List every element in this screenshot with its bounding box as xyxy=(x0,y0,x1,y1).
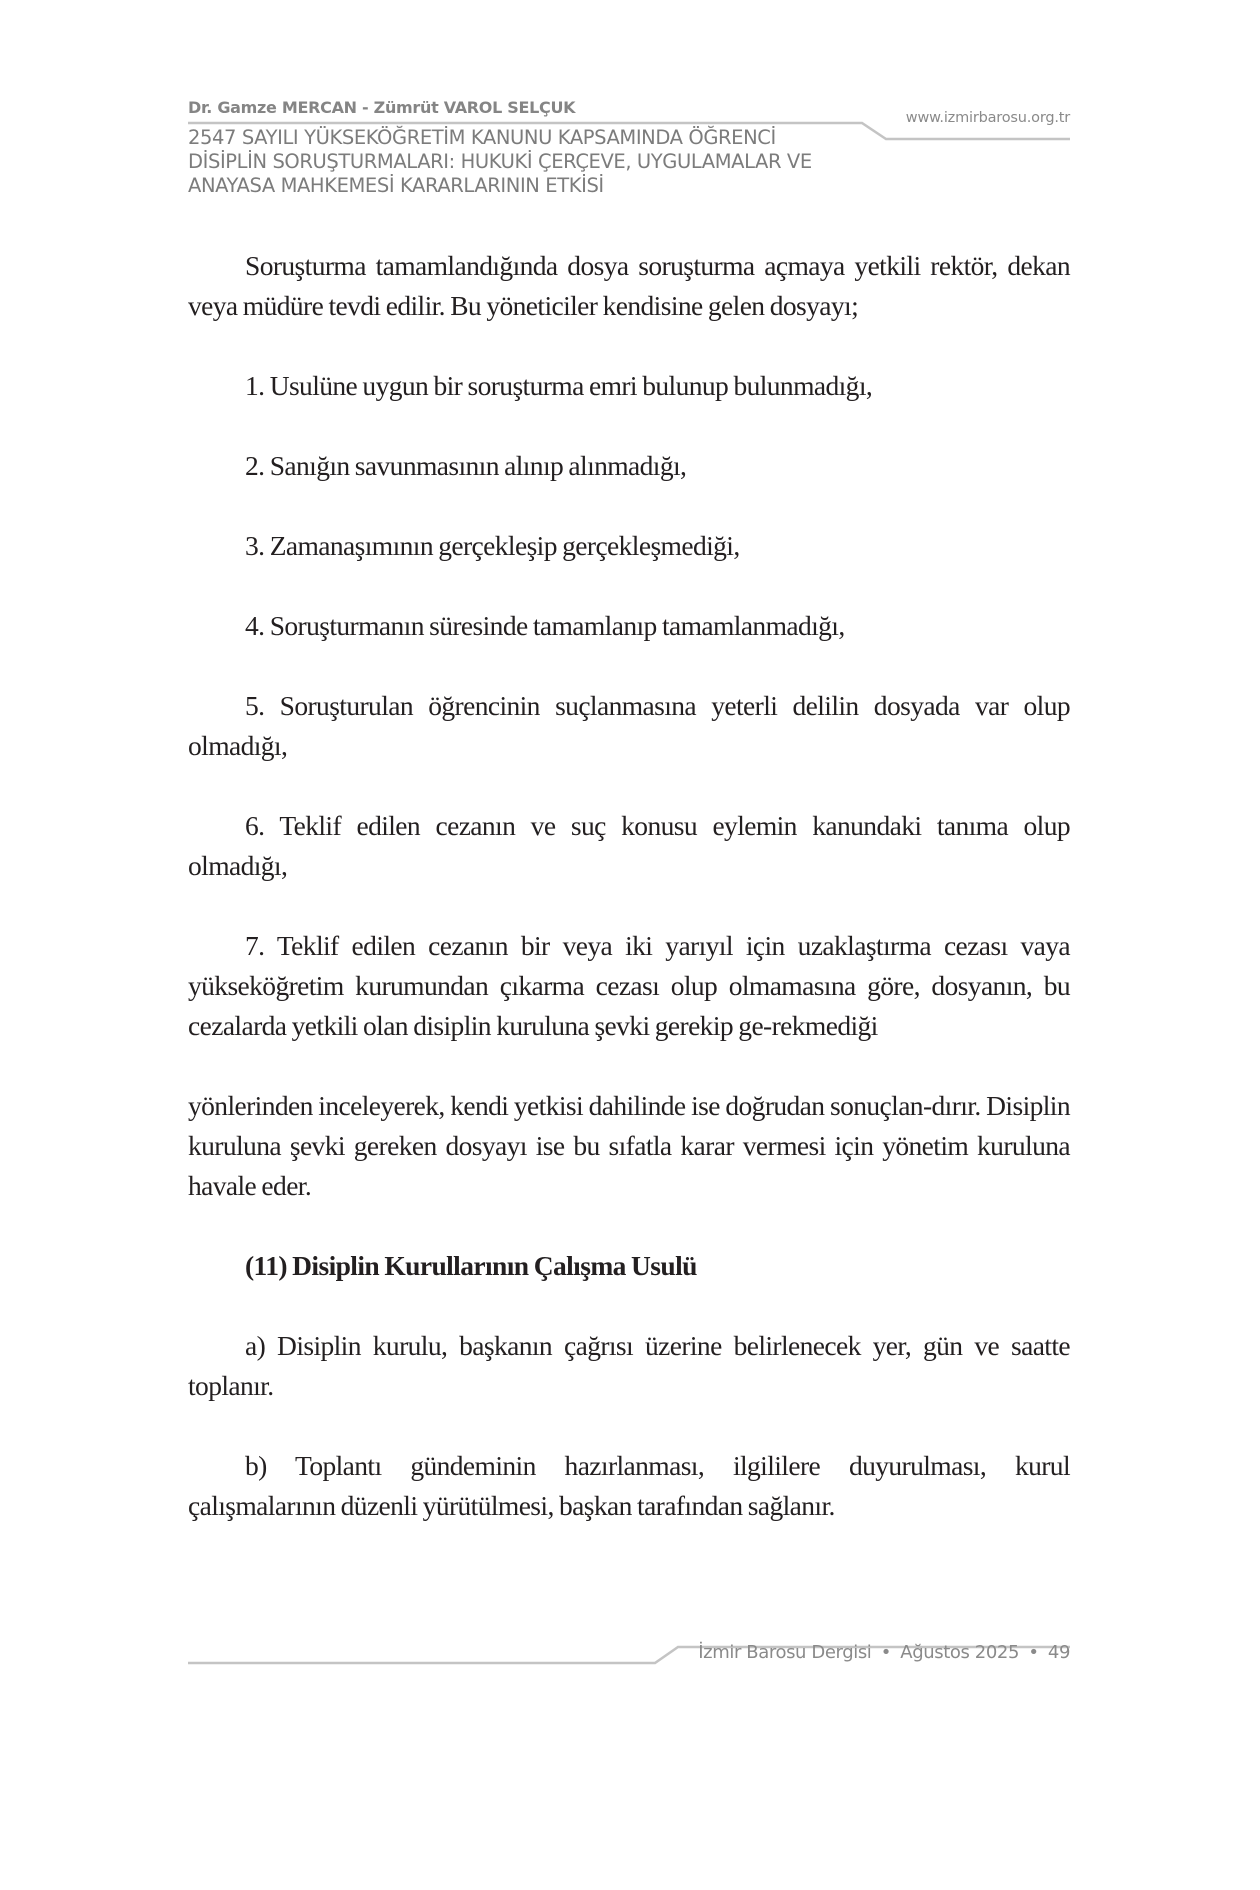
section-heading: (11) Disiplin Kurullarının Çalışma Usulü xyxy=(245,1250,697,1281)
bullet-separator: • xyxy=(1028,1642,1039,1663)
section-paragraph: b) Toplantı gündeminin hazırlanması, ilgililere duyurulması, kurul çalışmalarının düzenli yürütülmesi, başkan tarafından sağlanır. xyxy=(188,1450,1070,1521)
footer-issue: Ağustos 2025 xyxy=(900,1642,1020,1663)
list-item: 1. Usulüne uygun bir soruşturma emri bulunup bulunmadığı, xyxy=(245,370,873,401)
page-number: 49 xyxy=(1047,1642,1070,1663)
header-title xyxy=(188,126,868,198)
list-item: 7. Teklif edilen cezanın bir veya iki yarıyıl için uzaklaştırma cezası vaya yükseköğretim kurumundan çıkarma cezası olup olmamasına göre, dosyanın, bu cezalarda yetkili olan disiplin kuruluna şevki gerekip ge-rekmediği xyxy=(188,930,1070,1041)
article-body xyxy=(188,246,1070,1566)
bullet-separator: • xyxy=(880,1642,891,1663)
list-item: 4. Soruşturmanın süresinde tamamlanıp tamamlanmadığı, xyxy=(245,610,845,641)
list-item: 5. Soruşturulan öğrencinin suçlanmasına yeterli delilin dosyada var olup olmadığı, xyxy=(188,690,1070,761)
section-paragraph: a) Disiplin kurulu, başkanın çağrısı üzerine belirlenecek yer, gün ve saatte toplanır. xyxy=(188,1330,1070,1401)
list-item: 2. Sanığın savunmasının alınıp alınmadığı, xyxy=(245,450,687,481)
header-title-line: 2547 SAYILI YÜKSEKÖĞRETİM KANUNU KAPSAMINDA ÖĞRENCİ xyxy=(188,126,776,149)
list-item: 3. Zamanaşımının gerçekleşip gerçekleşmediği, xyxy=(245,530,740,561)
header-authors: Dr. Gamze MERCAN - Zümrüt VAROL SELÇUK xyxy=(188,98,576,117)
header-title-line: DİSİPLİN SORUŞTURMALARI: HUKUKİ ÇERÇEVE, UYGULAMALAR VE xyxy=(188,150,812,173)
intro-paragraph: Soruşturma tamamlandığında dosya soruşturma açmaya yetkili rektör, dekan veya müdüre tevdi edilir. Bu yöneticiler kendisine gelen dosyayı; xyxy=(188,250,1070,321)
footer-journal: İzmir Barosu Dergisi xyxy=(698,1642,872,1663)
list-item: 6. Teklif edilen cezanın ve suç konusu eylemin kanundaki tanıma olup olmadığı, xyxy=(188,810,1070,881)
header-title-line: ANAYASA MAHKEMESİ KARARLARININ ETKİSİ xyxy=(188,174,604,197)
footer xyxy=(680,1642,1070,1663)
website-link[interactable]: www.izmirbarosu.org.tr xyxy=(905,110,1070,126)
continuation-paragraph: yönlerinden inceleyerek, kendi yetkisi dahilinde ise doğrudan sonuçlan-dırır. Disiplin kuruluna şevki gereken dosyayı ise bu sıfatla karar vermesi için yönetim kuruluna havale eder. xyxy=(188,1090,1070,1201)
